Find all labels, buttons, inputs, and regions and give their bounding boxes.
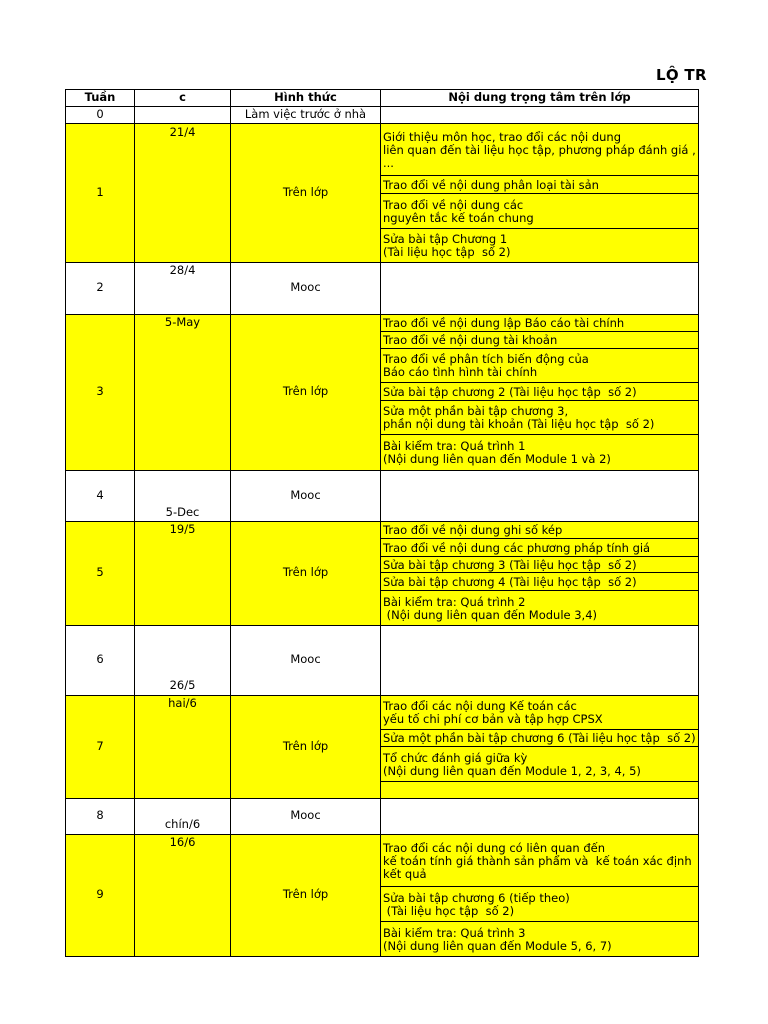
week-number: 1 xyxy=(96,185,104,199)
week-cell xyxy=(65,123,135,263)
format-cell xyxy=(230,470,381,522)
format-label: Trên lớp xyxy=(282,887,329,901)
content-cell xyxy=(380,470,699,522)
content-cell xyxy=(380,400,699,435)
content-cell xyxy=(380,695,699,730)
week-number: 8 xyxy=(96,808,104,822)
format-cell xyxy=(230,106,381,124)
date-cell xyxy=(134,470,231,522)
date-label: 16/6 xyxy=(169,835,196,849)
date-cell xyxy=(134,798,231,835)
date-cell xyxy=(134,695,231,799)
week-cell xyxy=(65,798,135,835)
date-cell xyxy=(134,521,231,626)
content-cell xyxy=(380,434,699,471)
week-number: 4 xyxy=(96,488,104,502)
format-label: Trên lớp xyxy=(282,565,329,579)
date-label: 21/4 xyxy=(169,125,196,139)
header-content xyxy=(380,89,699,107)
content-text: Trao đổi về nội dung ghi số kép xyxy=(383,523,563,537)
week-number: 3 xyxy=(96,384,104,398)
content-text: Bài kiểm tra: Quá trình 2 (Nội dung liên quan đến Module 3,4) xyxy=(383,595,598,622)
week-cell xyxy=(65,470,135,522)
format-label: Mooc xyxy=(290,808,321,822)
format-cell xyxy=(230,123,381,263)
content-text: Sửa bài tập chương 6 (tiếp theo) (Tài liệu học tập số 2) xyxy=(383,891,570,918)
week-number: 7 xyxy=(96,739,104,753)
format-cell xyxy=(230,262,381,315)
content-cell xyxy=(380,348,699,383)
content-cell xyxy=(380,729,699,747)
content-text: Sửa bài tập Chương 1 (Tài liệu học tập số 2) xyxy=(383,232,511,259)
content-cell xyxy=(380,106,699,124)
content-cell xyxy=(380,228,699,263)
content-cell xyxy=(380,175,699,194)
date-cell xyxy=(134,834,231,957)
date-label: 19/5 xyxy=(169,522,196,536)
week-number: 5 xyxy=(96,565,104,579)
content-text: Sửa bài tập chương 3 (Tài liệu học tập số 2) xyxy=(383,558,637,572)
content-cell xyxy=(380,886,699,922)
content-text: Trao đổi về nội dung các nguyên tắc kế toán chung xyxy=(383,198,534,225)
format-label: Trên lớp xyxy=(282,185,329,199)
content-cell xyxy=(380,382,699,401)
header-label: Hình thức xyxy=(274,90,337,104)
format-label: Mooc xyxy=(290,652,321,666)
content-text: Trao đổi về nội dung tài khoản xyxy=(383,333,558,347)
content-cell xyxy=(380,314,699,332)
header-format xyxy=(230,89,381,107)
format-label: Trên lớp xyxy=(282,384,329,398)
content-text: Giới thiệu môn học, trao đổi các nội dung liên quan đến tài liệu học tập, phương pháp đánh giá , ... xyxy=(383,130,696,170)
content-text: Bài kiểm tra: Quá trình 3 (Nội dung liên quan đến Module 5, 6, 7) xyxy=(383,926,612,953)
content-cell xyxy=(380,262,699,315)
content-cell xyxy=(380,590,699,626)
content-cell xyxy=(380,331,699,349)
format-label: Mooc xyxy=(290,280,321,294)
format-cell xyxy=(230,521,381,626)
week-cell xyxy=(65,106,135,124)
content-cell xyxy=(380,781,699,799)
header-date xyxy=(134,89,231,107)
date-cell xyxy=(134,106,231,124)
header-label: c xyxy=(179,90,186,104)
week-number: 6 xyxy=(96,652,104,666)
date-label: 5-Dec xyxy=(165,505,200,519)
content-text: Trao đổi về phân tích biến động của Báo cáo tình hình tài chính xyxy=(383,352,589,379)
content-text: Sửa một phần bài tập chương 3, phần nội dung tài khoản (Tài liệu học tập số 2) xyxy=(383,404,655,431)
date-label: 5-May xyxy=(164,315,201,329)
format-label: Trên lớp xyxy=(282,739,329,753)
date-label: chín/6 xyxy=(164,817,201,831)
date-cell xyxy=(134,625,231,696)
content-text: Trao đổi về nội dung lập Báo cáo tài chính xyxy=(383,316,625,330)
week-cell xyxy=(65,262,135,315)
week-number: 9 xyxy=(96,887,104,901)
format-cell xyxy=(230,625,381,696)
format-cell xyxy=(230,695,381,799)
header-label: Tuần xyxy=(84,90,116,104)
content-cell xyxy=(380,572,699,591)
format-cell xyxy=(230,798,381,835)
date-label: 26/5 xyxy=(169,678,196,692)
content-text: Sửa một phần bài tập chương 6 (Tài liệu học tập số 2) xyxy=(383,731,696,745)
content-text: Trao đổi các nội dung có liên quan đến kế toán tính giá thành sản phẩm và kế toán xác định kết quả xyxy=(383,841,692,881)
content-cell xyxy=(380,834,699,887)
week-number: 2 xyxy=(96,280,104,294)
date-label: 28/4 xyxy=(169,263,196,277)
content-cell xyxy=(380,123,699,176)
header-label: Nội dung trọng tâm trên lớp xyxy=(448,90,631,104)
content-cell xyxy=(380,921,699,957)
week-cell xyxy=(65,521,135,626)
content-cell xyxy=(380,556,699,573)
date-cell xyxy=(134,262,231,315)
content-cell xyxy=(380,798,699,835)
week-cell xyxy=(65,314,135,471)
content-text: Trao đổi các nội dung Kế toán các yếu tố chi phí cơ bản và tập hợp CPSX xyxy=(383,699,603,726)
content-cell xyxy=(380,746,699,782)
week-cell xyxy=(65,834,135,957)
week-number: 0 xyxy=(96,107,104,121)
date-cell xyxy=(134,314,231,471)
content-cell xyxy=(380,538,699,557)
content-text: Bài kiểm tra: Quá trình 1 (Nội dung liên quan đến Module 1 và 2) xyxy=(383,439,611,466)
format-label: Làm việc trước ở nhà xyxy=(244,107,367,121)
content-text: Trao đổi về nội dung các phương pháp tính giá xyxy=(383,541,651,555)
content-text: Sửa bài tập chương 2 (Tài liệu học tập số 2) xyxy=(383,385,637,399)
page-title: LỘ TR xyxy=(656,66,707,84)
format-cell xyxy=(230,314,381,471)
content-cell xyxy=(380,625,699,696)
week-cell xyxy=(65,625,135,696)
header-week xyxy=(65,89,135,107)
content-text: Sửa bài tập chương 4 (Tài liệu học tập số 2) xyxy=(383,575,637,589)
date-label: hai/6 xyxy=(168,696,197,710)
content-text: Trao đổi về nội dung phân loại tài sản xyxy=(383,178,599,192)
content-cell xyxy=(380,521,699,539)
week-cell xyxy=(65,695,135,799)
content-cell xyxy=(380,193,699,229)
date-cell xyxy=(134,123,231,263)
format-cell xyxy=(230,834,381,957)
format-label: Mooc xyxy=(290,488,321,502)
content-text: Tổ chức đánh giá giữa kỳ (Nội dung liên quan đến Module 1, 2, 3, 4, 5) xyxy=(383,751,641,778)
